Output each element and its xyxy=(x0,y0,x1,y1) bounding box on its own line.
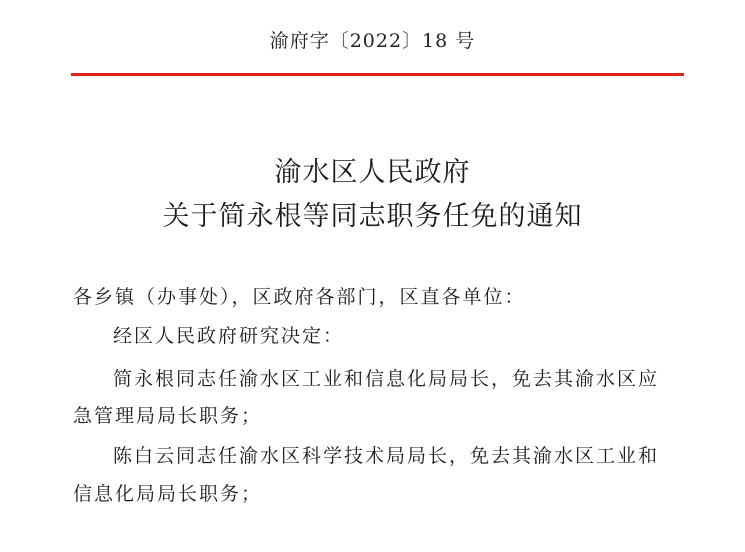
appointment-1-line-2: 急管理局局长职务； xyxy=(73,405,263,427)
appointment-2-line-2: 信息化局局长职务； xyxy=(73,483,263,505)
appointment-2-line-1: 陈白云同志任渝水区科学技术局局长，免去其渝水区工业和 xyxy=(113,445,660,467)
decision-intro: 经区人民政府研究决定： xyxy=(113,325,345,347)
document-number: 渝府字〔2022〕18 号 xyxy=(269,30,476,52)
red-header-rule xyxy=(71,73,684,76)
title-subject: 关于简永根等同志职务任免的通知 xyxy=(162,201,583,232)
salutation: 各乡镇（办事处），区政府各部门，区直各单位： xyxy=(73,286,526,308)
appointment-1-line-1: 简永根同志任渝水区工业和信息化局局长，免去其渝水区应 xyxy=(113,368,660,390)
title-issuer: 渝水区人民政府 xyxy=(274,157,471,188)
